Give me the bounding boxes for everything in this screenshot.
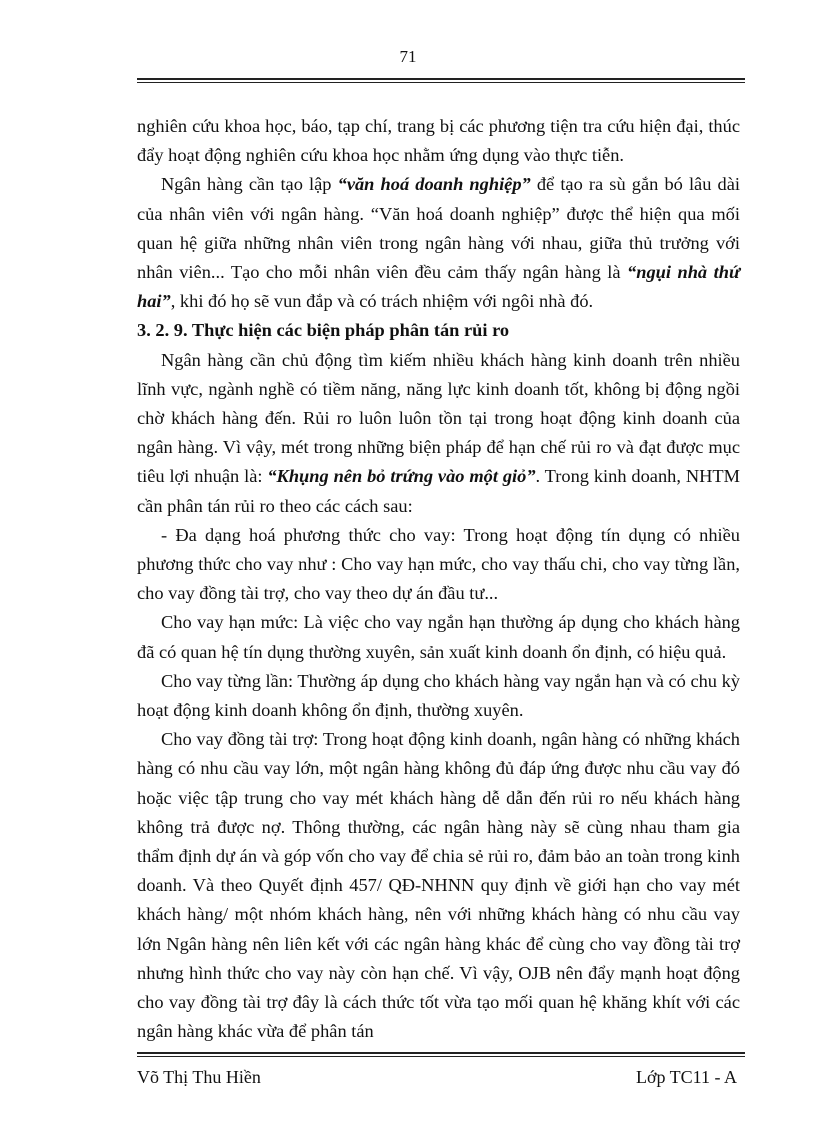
page-body — [137, 112, 740, 1047]
header-rule-bottom — [137, 82, 745, 83]
paragraph-3-text-a: Ngân hàng cần chủ động tìm kiếm nhiều khách hàng kinh doanh trên nhiều lĩnh vực, ngành nghề có tiềm năng, năng lực kinh doanh tốt, không bị động ngồi chờ khách hàng đến. Rủi ro luôn luôn tồn tại trong hoạt động kinh doanh của ngân hàng. Vì vậy, mét trong những biện pháp để hạn chế rủi ro và đạt được mục tiêu lợi nhuận là: — [137, 349, 740, 487]
paragraph-6: Cho vay từng lần: Thường áp dụng cho khách hàng vay ngắn hạn và có chu kỳ hoạt động kinh doanh không ổn định, thường xuyên. — [137, 670, 740, 721]
footer-rule-bottom — [137, 1056, 745, 1057]
emphasis-quote: “Khụng nên bỏ trứng vào một giỏ” — [267, 466, 536, 487]
paragraph-3 — [137, 346, 740, 521]
paragraph-4: - Đa dạng hoá phương thức cho vay: Trong hoạt động tín dụng có nhiều phương thức cho vay như : Cho vay hạn mức, cho vay thấu chi, cho vay từng lần, cho vay đồng tài trợ, cho vay theo dự án đầu tư... — [137, 524, 740, 604]
paragraph-3-text-b: . Trong kinh doanh, NHTM cần phân tán rủi ro theo các cách sau: — [137, 466, 740, 516]
footer-rule-top — [137, 1052, 745, 1054]
paragraph-2-text-b: để tạo ra sù gắn bó lâu dài của nhân viên với ngân hàng. “Văn hoá doanh nghiệp” được thể hiện qua mối quan hệ giữa những nhân viên trong ngân hàng với nhau, giữa thủ trưởng với nhân viên... Tạo cho mỗi nhân viên đều cảm thấy ngân hàng là — [137, 174, 740, 283]
emphasis-ngoi-nha: “ngụi nhà thứ hai” — [137, 262, 740, 312]
footer-class: Lớp TC11 - A — [635, 1067, 737, 1087]
paragraph-5: Cho vay hạn mức: Là việc cho vay ngắn hạn thường áp dụng cho khách hàng đã có quan hệ tín dụng thường xuyên, sản xuất kinh doanh ổn định, có hiệu quả. — [137, 612, 740, 662]
section-heading: 3. 2. 9. Thực hiện các biện pháp phân tán rủi ro — [137, 320, 510, 341]
paragraph-2-text-a: Ngân hàng cần tạo lập — [161, 174, 338, 195]
header-rule-top — [137, 78, 745, 80]
emphasis-van-hoa: “văn hoá doanh nghiệp” — [337, 174, 531, 195]
footer-author: Võ Thị Thu Hiền — [137, 1067, 261, 1087]
paragraph-2-text-c: , khi đó họ sẽ vun đắp và có trách nhiệm với ngôi nhà đó. — [170, 291, 594, 312]
paragraph-7: Cho vay đồng tài trợ: Trong hoạt động kinh doanh, ngân hàng có những khách hàng có nhu cầu vay lớn, một ngân hàng không đủ đáp ứng được nhu cầu vay đó hoặc việc tập trung cho vay mét khách hàng dễ dẫn đến rủi ro nếu khách hàng không trả được nợ. Thông thường, các ngân hàng này sẽ cùng nhau tham gia thẩm định dự án và góp vốn cho vay để chia sẻ rủi ro, đảm bảo an toàn trong kinh doanh. Và theo Quyết định 457/ QĐ-NHNN quy định về giới hạn cho vay mét khách hàng/ một nhóm khách hàng, nên với những khách hàng có nhu cầu vay lớn Ngân hàng nên liên kết với các ngân hàng khác để cùng cho vay đồng tài trợ nhưng hình thức cho vay này còn hạn chế. Vì vậy, OJB nên đẩy mạnh hoạt động cho vay đồng tài trợ đây là cách thức tốt vừa tạo mối quan hệ khăng khít với các ngân hàng khác vừa để phân tán — [137, 729, 740, 1042]
paragraph-2 — [137, 170, 740, 316]
paragraph-1: nghiên cứu khoa học, báo, tạp chí, trang bị các phương tiện tra cứu hiện đại, thúc đẩy hoạt động nghiên cứu khoa học nhằm ứng dụng vào thực tiễn. — [137, 116, 740, 166]
page-number: 71 — [399, 47, 417, 66]
